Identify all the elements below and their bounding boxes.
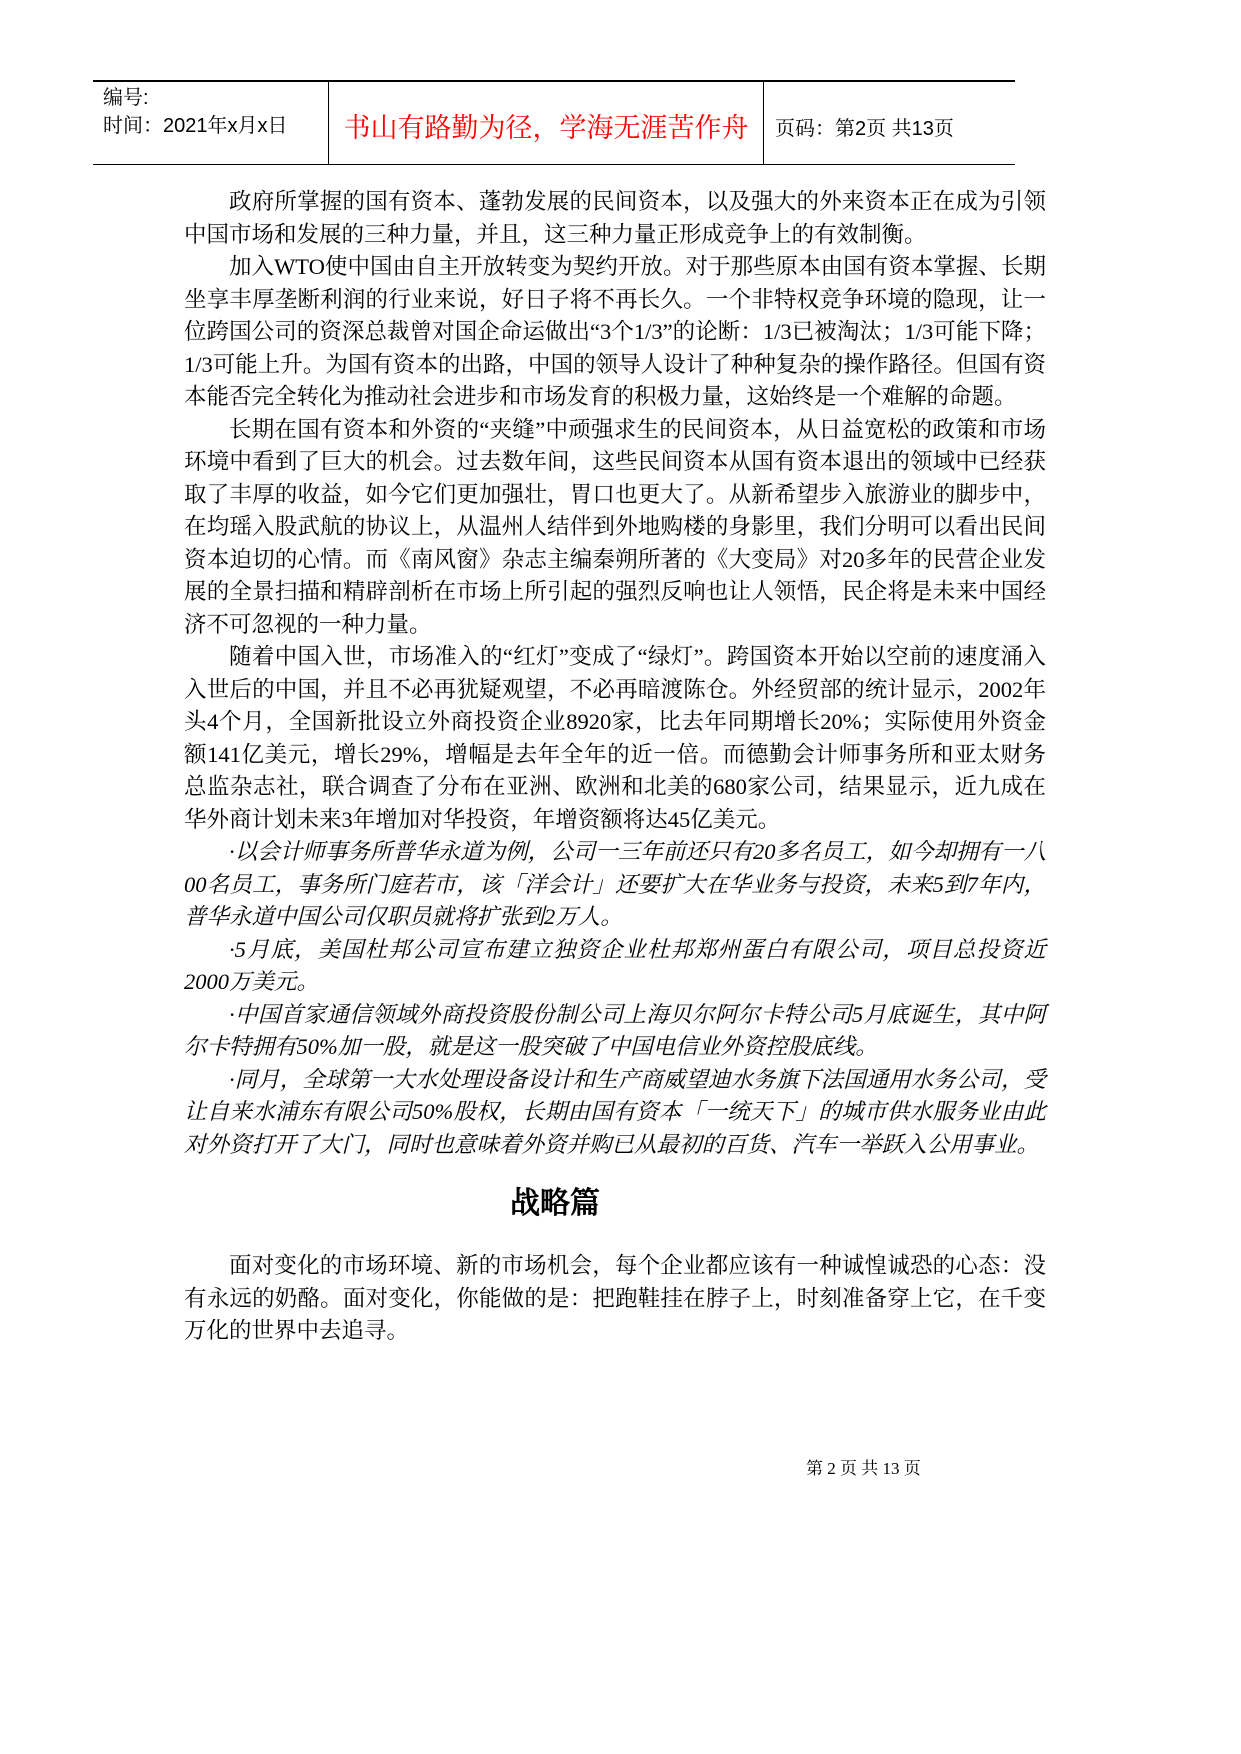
- body-paragraph: 长期在国有资本和外资的“夹缝”中顽强求生的民间资本，从日益宽松的政策和市场环境中看到了巨大的机会。过去数年间，这些民间资本从国有资本退出的领域中已经获取了丰厚的收益，如今它们更加强壮，胃口也更大了。从新希望步入旅游业的脚步中，在均瑶入股武航的协议上，从温州人结伴到外地购楼的身影里，我们分明可以看出民间资本迫切的心情。而《南风窗》杂志主编秦朔所著的《大变局》对20多年的民营企业发展的全景扫描和精辟剖析在市场上所引起的强烈反响也让人领悟，民企将是未来中国经济不可忽视的一种力量。: [184, 416, 1046, 637]
- body-paragraph: 加入WTO使中国由自主开放转变为契约开放。对于那些原本由国有资本掌握、长期坐享丰厚垄断利润的行业来说，好日子将不再长久。一个非特权竞争环境的隐现，让一位跨国公司的资深总裁曾对国企命运做出“3个1/3”的论断：1/3已被淘汰；1/3可能下降；1/3可能上升。为国有资本的出路，中国的领导人设计了种种复杂的操作路径。但国有资本能否完全转化为推动社会进步和市场发育的积极力量，这始终是一个难解的命题。: [184, 254, 1046, 409]
- bullet-paragraph: ·5月底，美国杜邦公司宣布建立独资企业杜邦郑州蛋白有限公司，项目总投资近2000万美元。: [184, 936, 1046, 994]
- section-body: [184, 1250, 1046, 1348]
- body-paragraph: 政府所掌握的国有资本、蓬勃发展的民间资本，以及强大的外来资本正在成为引领中国市场和发展的三种力量，并且，这三种力量正形成竞争上的有效制衡。: [184, 189, 1046, 247]
- section-title: 战略篇: [510, 1186, 600, 1221]
- bullet-paragraph: ·中国首家通信领域外商投资股份制公司上海贝尔阿尔卡特公司5月底诞生，其中阿尔卡特拥有50%加一股，就是这一股突破了中国电信业外资控股底线。: [184, 1001, 1046, 1059]
- page-footer: 第 2 页 共 13 页: [806, 1459, 921, 1478]
- document-number-label: 编号:: [103, 87, 149, 109]
- header-page-number: 页码：第2页 共13页: [775, 118, 954, 140]
- document-time-label: 时间：2021年x月x日: [103, 115, 288, 137]
- page-header: [93, 80, 1015, 165]
- header-motto: 书山有路勤为径，学海无涯苦作舟: [343, 113, 749, 144]
- body-paragraph: 随着中国入世，市场准入的“红灯”变成了“绿灯”。跨国资本开始以空前的速度涌入入世后的中国，并且不必再犹疑观望，不必再暗渡陈仓。外经贸部的统计显示，2002年头4个月，全国新批设立外商投资企业8920家，比去年同期增长20%；实际使用外资金额141亿美元，增长29%，增幅是去年全年的近一倍。而德勤会计师事务所和亚太财务总监杂志社，联合调查了分布在亚洲、欧洲和北美的680家公司，结果显示，近九成在华外商计划未来3年增加对华投资，年增资额将达45亿美元。: [184, 644, 1046, 832]
- document-body: [184, 186, 1046, 1161]
- body-paragraph: 面对变化的市场环境、新的市场机会，每个企业都应该有一种诚惶诚恐的心态：没有永远的奶酪。面对变化，你能做的是：把跑鞋挂在脖子上，时刻准备穿上它，在千变万化的世界中去追寻。: [184, 1253, 1046, 1343]
- bullet-paragraph: ·以会计师事务所普华永道为例，公司一三年前还只有20多名员工，如今却拥有一八00名员工，事务所门庭若市，该「洋会计」还要扩大在华业务与投资，未来5到7年内，普华永道中国公司仅职员就将扩张到2万人。: [184, 839, 1046, 929]
- bullet-paragraph: ·同月，全球第一大水处理设备设计和生产商威望迪水务旗下法国通用水务公司，受让自来水浦东有限公司50%股权，长期由国有资本「一统天下」的城市供水服务业由此对外资打开了大门，同时也意味着外资并购已从最初的百货、汽车一举跃入公用事业。: [184, 1066, 1046, 1157]
- header-meta: [103, 84, 328, 140]
- header-divider: [763, 82, 764, 164]
